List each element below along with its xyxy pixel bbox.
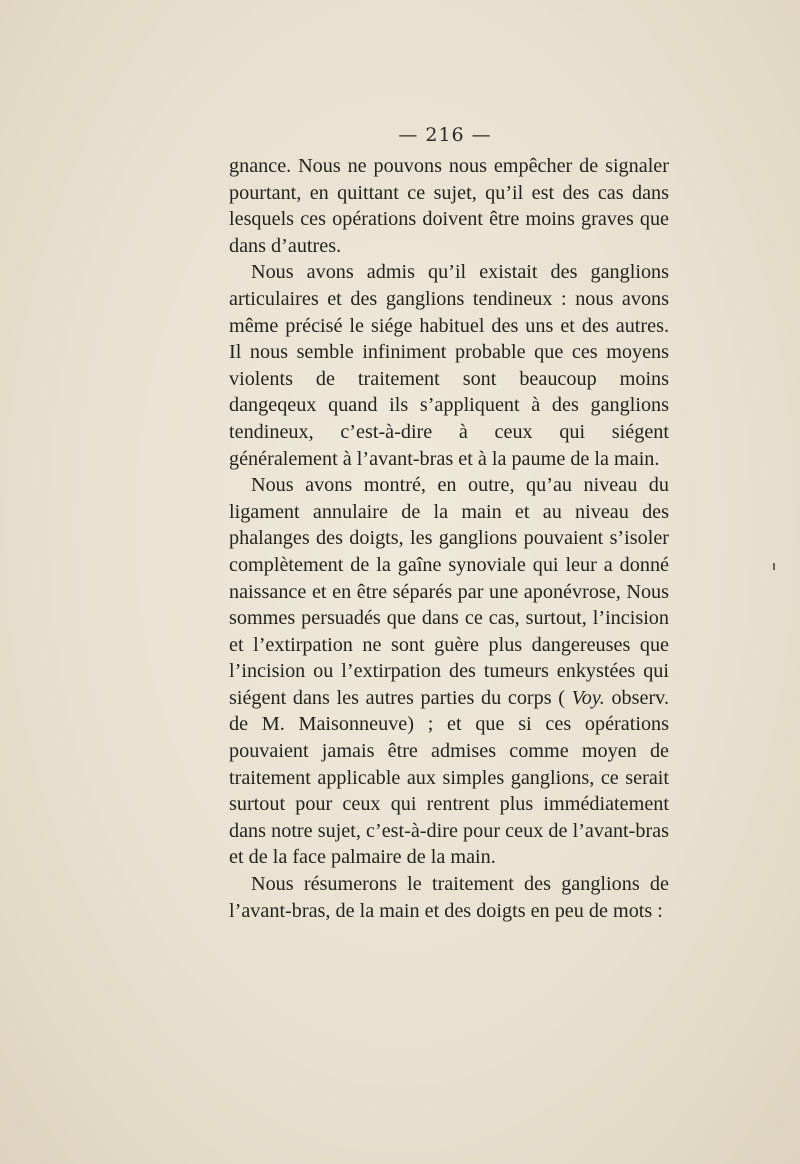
paragraph-text: gnance. Nous ne pouvons nous empêcher de signaler pourtant, en quittant ce sujet, qu’il est des cas dans lesquels ces opérations doivent être moins graves que dans d’autres. <box>229 155 669 257</box>
paragraph-4 <box>229 871 669 924</box>
body-text <box>229 153 669 924</box>
paragraph-text: Nous avons admis qu’il existait des ganglions articulaires et des ganglions tendineux : nous avons même précisé le siége habituel des uns et des autres. Il nous semble infiniment probable que ces moyens violents de traitement sont beaucoup moins dangeqeux quand ils s’appliquent à des ganglions tendineux, c’est-à-dire à ceux qui siégent généralement à l’avant-bras et à la paume de la main. <box>229 261 669 470</box>
paragraph-text: Nous avons montré, en outre, qu’au niveau du ligament annulaire de la main et au niveau des phalanges des doigts, les ganglions pouvaient s’isoler complètement de la gaîne synoviale qui leur a donné naissance et en être séparés par une aponévrose, Nous sommes persuadés que dans ce cas, surtout, l’incision et l’extirpation ne sont guère plus dangereuses que l’incision ou l’extirpation des tumeurs enkystées qui siégent dans les autres parties du corps ( <box>229 474 669 709</box>
italic-abbreviation: Voy. <box>571 686 605 709</box>
paragraph-text: Nous résumerons le traitement des ganglions de l’avant-bras, de la main et des doigts en peu de mots : <box>229 873 669 922</box>
page-number: — 216 — <box>398 124 492 146</box>
paragraph-1 <box>229 153 669 259</box>
margin-mark <box>773 563 775 570</box>
paragraph-text: observ. de M. Maisonneuve) ; et que si ces opérations pouvaient jamais être admises comme moyen de traitement applicable aux simples ganglions, ce serait surtout pour ceux qui rentrent plus immédiatement dans notre sujet, c’est-à-dire pour ceux de l’avant-bras et de la face palmaire de la main. <box>229 686 669 869</box>
paragraph-3 <box>229 472 669 871</box>
paragraph-2 <box>229 259 669 472</box>
